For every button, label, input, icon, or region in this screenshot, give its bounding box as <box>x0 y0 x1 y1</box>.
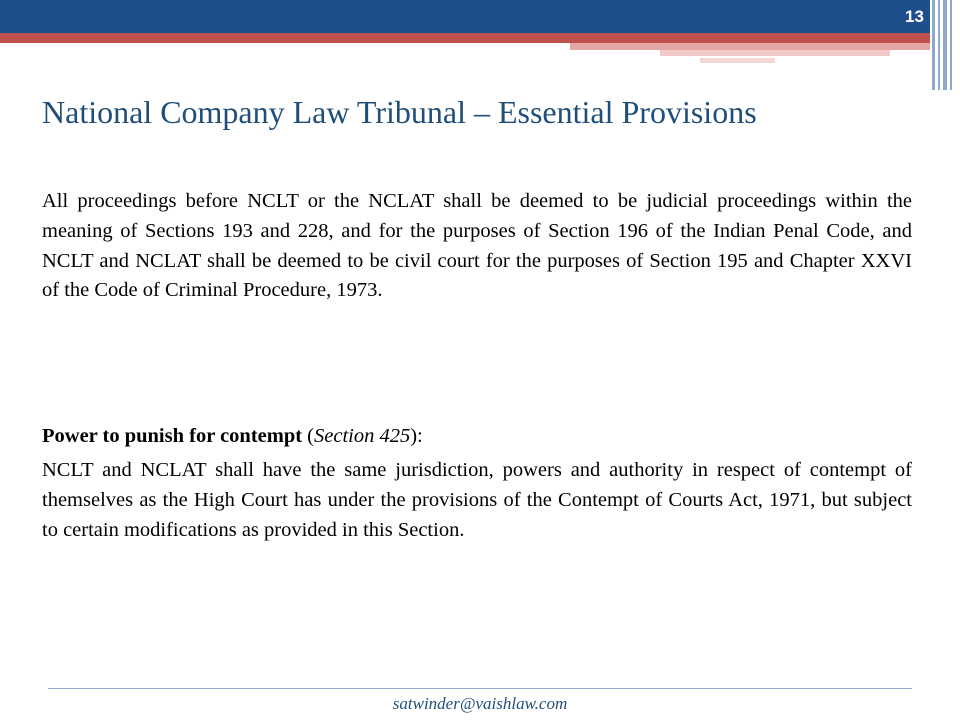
paragraph-judicial-proceedings: All proceedings before NCLT or the NCLAT shall be deemed to be judicial proceedings within the meaning of Sections 193 and 228, and for the purposes of Section 196 of the Indian Penal Code, and NCLT and NCLAT shall be deemed to be civil court for the purposes of Section 195 and Chapter XXVI of the Code of Criminal Procedure, 1973. <box>42 190 912 302</box>
side-divider <box>943 0 947 90</box>
header-accent-bar <box>660 50 890 56</box>
contempt-section-ref: Section 425 <box>314 425 411 447</box>
contempt-heading: Power to punish for contempt <box>42 425 303 447</box>
contempt-heading-line: Power to punish for contempt (Section 425): <box>42 425 423 447</box>
side-divider <box>950 0 952 90</box>
footer-divider <box>48 688 912 689</box>
side-divider <box>932 0 935 90</box>
slide-title: National Company Law Tribunal – Essential Provisions <box>42 94 757 130</box>
header-red-band <box>0 33 930 43</box>
header-accent-bar <box>700 58 775 63</box>
header-accent-bar <box>570 43 930 50</box>
side-divider <box>938 0 940 90</box>
slide-number: 13 <box>905 7 924 26</box>
paragraph-contempt-powers: NCLT and NCLAT shall have the same jurisdiction, powers and authority in respect of contempt of themselves as the High Court has under the provisions of the Contempt of Courts Act, 1971, but subject to certain modifications as provided in this Section. <box>42 459 912 541</box>
footer-email: satwinder@vaishlaw.com <box>392 694 568 713</box>
header-blue-band <box>0 0 930 33</box>
